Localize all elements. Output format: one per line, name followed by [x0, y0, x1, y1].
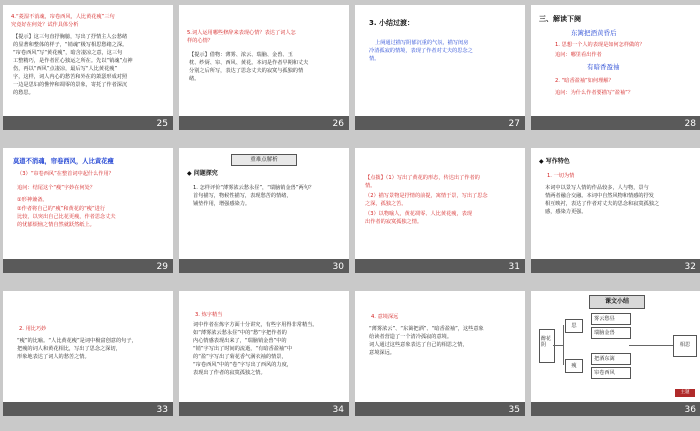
summary-banner-label: 课文小结: [604, 298, 629, 305]
slide-number: 32: [684, 262, 696, 272]
text-line: “薄雾浓云”、“东篱把酒”、“暗香盈袖”，这些意象: [369, 326, 484, 332]
text-line: 有暗香盈袖: [587, 63, 620, 71]
slide-number: 29: [156, 262, 168, 272]
slide-number: 26: [332, 119, 344, 129]
text-line: 相互映衬，表达了作者对丈夫的思念和寂寞孤独之: [545, 201, 660, 207]
text-line: 内心情感表现出来了，“瑞脑销金兽”中的: [193, 338, 287, 344]
text-line: 绪。: [189, 76, 200, 82]
slide-title: 5.词人运用哪些修辞来表现心情？表达了词人怎: [187, 30, 296, 36]
text-line: 冷清孤寂的情境，表现了作者对丈夫的思念之: [369, 48, 473, 54]
slide-title: 3. 小结过渡：: [369, 19, 414, 27]
text-line: 追问：结尾这个“瘦”字妙在何处？: [17, 185, 96, 191]
slide-title: 三、解读下阕: [539, 15, 581, 23]
text-line: 分别之后所写，表达了思念丈夫的寂寞与孤独的情: [189, 68, 304, 74]
slide-thumbnail-27[interactable]: [355, 5, 525, 130]
slide-footer-bar: [3, 116, 173, 130]
text-line: 的愁思。: [13, 90, 34, 96]
slide-number: 34: [332, 405, 344, 415]
section-heading: ◆ 写作特色: [539, 158, 570, 165]
diagram-connector: [553, 345, 563, 346]
diagram-root-box: [539, 329, 555, 363]
diagram-leaf-label: 雾云愁昼: [594, 316, 615, 322]
section-banner: [231, 154, 297, 166]
text-line: 东篱把酒黄昏后: [571, 29, 617, 37]
slide-thumbnail-34[interactable]: [179, 291, 349, 416]
slide-thumbnail-26[interactable]: [179, 5, 349, 130]
slide-footer-bar: [531, 116, 700, 130]
text-line: 把瘦的词人和黄花相比，写出了思念之深切，: [17, 346, 121, 352]
summary-banner: [589, 295, 645, 309]
text-line: 追问：为什么作者要描写“盈袖”？: [555, 90, 634, 96]
slide-thumbnail-25[interactable]: [3, 5, 173, 130]
return-tag[interactable]: [675, 389, 695, 397]
text-line: 词人通过这些意象表达了自己的相思之情，: [369, 342, 468, 348]
section-heading: 3. 炼字精当: [195, 312, 223, 318]
slide-footer-bar: [3, 259, 173, 273]
diagram-node-label: 瘦: [571, 363, 577, 369]
text-line: 伤，再以“西风”点凄凉，最后写“人比黄花瘦”: [13, 66, 118, 72]
diagram-theme-label: 相思: [679, 342, 691, 348]
return-tag-label: 主题: [680, 390, 690, 395]
slide-thumbnail-30[interactable]: [179, 148, 349, 273]
text-line: 如“薄雾浓云愁永昼”中的“愁”字把作者的: [193, 330, 287, 336]
text-line: 情。: [369, 56, 380, 62]
text-line: 铺垫作用，增强感染力。: [193, 201, 251, 207]
slide-title: 莫道不消魂，帘卷西风，人比黄花瘦: [13, 158, 114, 165]
slide-number: 30: [332, 262, 344, 272]
text-line: ②作者将自己的“瘦”和黄花的“瘦”进行: [17, 206, 106, 212]
text-line: 给读者营造了一个清冷孤寂的意境。: [369, 334, 453, 340]
slide-thumbnail-32[interactable]: [531, 148, 700, 273]
text-line: 的“盈”字写出了菊花香气满衣袖的情景，: [193, 354, 287, 360]
slide-thumbnail-35[interactable]: [355, 291, 525, 416]
slide-footer-bar: [3, 402, 173, 416]
text-line: （2）描写景物是抒情的前提，寓情于景，写出了思念: [365, 193, 488, 199]
text-line: 2. “暗香盈袖”如何理解？: [555, 78, 614, 84]
slide-thumbnail-28[interactable]: [531, 5, 700, 130]
slide-footer-bar: [355, 259, 525, 273]
text-line: 形象地表达了词人的愁苦之情。: [17, 354, 90, 360]
diagram-root-label: 醉花阴: [541, 336, 552, 348]
diagram-node-label: 思: [571, 323, 577, 329]
text-line: 表现出了作者的寂寞孤独之情。: [193, 370, 266, 376]
slide-footer-bar: [179, 402, 349, 416]
text-line: 追问：哪里看出作者: [555, 52, 602, 58]
slide-number: 31: [508, 262, 520, 272]
slide-number: 36: [684, 405, 696, 415]
text-line: 本词中以景写人情的作品较多，人与物，景与: [545, 185, 649, 191]
diagram-leaf-label: 把酒东篱: [594, 356, 615, 362]
text-line: 之深，孤独之苦。: [365, 201, 407, 207]
text-line: ①形神兼备。: [17, 197, 48, 203]
slide-number: 27: [508, 119, 520, 129]
diagram-connector: [563, 325, 564, 365]
slide-thumbnail-31[interactable]: [355, 148, 525, 273]
text-line: 意境深远。: [369, 350, 395, 356]
text-line: “销”字写出了时间的流逝，“有暗香盈袖”中: [193, 346, 292, 352]
text-line: 感，感染力更强。: [545, 209, 587, 215]
diagram-leaf-label: 帘卷西风: [594, 370, 615, 376]
diagram-leaf-box: [591, 313, 631, 325]
slide-footer-bar: [531, 259, 700, 273]
text-line: 情两者融合交融。本词中自然风物和情感的抒发: [545, 193, 654, 199]
text-line: 的显著和整体的样子，“销魂”极写相思愁绪之深。: [13, 42, 128, 48]
diagram-leaf-label: 瑞脑金兽: [594, 330, 615, 336]
text-line: 的忧郁烦恼之情自然就跃然纸上。: [17, 222, 95, 228]
text-line: “帘卷西风”中的“卷”字写出了西风的力度，: [193, 362, 292, 368]
slide-footer-bar: [355, 402, 525, 416]
diagram-leaf-box: [591, 327, 631, 339]
section-heading: 4. 意境深远: [371, 314, 399, 320]
text-line: 比较，以突出自己比花更瘦，作者思念丈夫: [17, 214, 116, 220]
diagram-theme-box: [673, 335, 697, 357]
slide-thumbnail-36[interactable]: [531, 291, 700, 416]
slide-number: 35: [508, 405, 520, 415]
text-line: 一边是思妇的憔悴和凋零的景象，寄托了作者深沉: [13, 82, 128, 88]
text-line: 出作者的寂寞孤独之情。: [365, 219, 423, 225]
diagram-node-box: [565, 359, 583, 373]
text-line: （3）以物喻人，黄花凋零、人比黄花瘦，表现: [365, 211, 473, 217]
slide-title-line2: 究竟好在何处？试作具体分析: [11, 22, 79, 28]
section-banner-label: 重难点解析: [250, 157, 278, 163]
slide-number: 25: [156, 119, 168, 129]
slide-number: 28: [684, 119, 696, 129]
slide-footer-bar: [355, 116, 525, 130]
text-line: 词中作者在炼字方面十分讲究，有些字用得非常精当。: [193, 322, 318, 328]
slide-title-line2: 样的心情？: [187, 38, 213, 44]
text-line: 1. 思想一个人的表现是如何怎样做的？: [555, 42, 645, 48]
section-heading: ◆ 问题探究: [187, 170, 218, 177]
diagram-connector: [629, 345, 673, 346]
slide-thumbnail-29[interactable]: [3, 148, 173, 273]
slide-footer-bar: [179, 116, 349, 130]
section-heading: 2. 用比巧妙: [19, 326, 47, 332]
slide-number: 33: [156, 405, 168, 415]
diagram-leaf-box: [591, 367, 631, 379]
text-line: 枕、纱厨、帘、西风、黄花。本词是作者早期和丈夫: [189, 60, 309, 66]
slide-title: 4.“菱湿不消魂，帘卷西风，人比黄花瘦”三句: [11, 14, 115, 20]
slide-thumbnail-33[interactable]: [3, 291, 173, 416]
text-line: 首句描写，物候性描写，表现愁苦的情绪，: [193, 193, 292, 199]
text-line: “瘦”的比喻。“人比黄花瘦”是词中极富创意的句子，: [17, 338, 137, 344]
text-line: “帘卷西风”写“黄花瘦”，暗含凄凉之意，这三句: [13, 50, 123, 56]
slide-footer-bar: [179, 259, 349, 273]
subsection-heading: 1. 一切为情: [547, 173, 575, 179]
text-line: 上阕通过描写阴郁沉重的气氛，描写闺房: [375, 40, 469, 46]
slide-footer-bar: [531, 402, 700, 416]
text-line: 工整精巧，是作者匠心独运之所在。先以“销魂”点神: [13, 58, 133, 64]
text-line: 字，这样，词人内心的愁苦和外在的萧瑟形成对照: [13, 74, 128, 80]
text-line: 【提示】这三句直抒胸臆，写出了抒情主人公愁绪: [13, 34, 128, 40]
diagram-leaf-box: [591, 353, 631, 365]
text-line: 【点拨】（1）写出了黄花的形态，传达出了作者的: [365, 175, 480, 181]
text-line: 【提示】借物：薄雾、浓云、瑞脑、金兽、玉: [189, 52, 293, 58]
text-line: 1. 怎样评价“薄雾浓云愁永昼”，“瑞脑销金兽”两句？: [193, 185, 315, 191]
text-line: （3）“帘卷西风”在整首词中起什么作用？: [17, 171, 114, 177]
diagram-node-box: [565, 319, 583, 333]
text-line: 情。: [365, 183, 376, 189]
